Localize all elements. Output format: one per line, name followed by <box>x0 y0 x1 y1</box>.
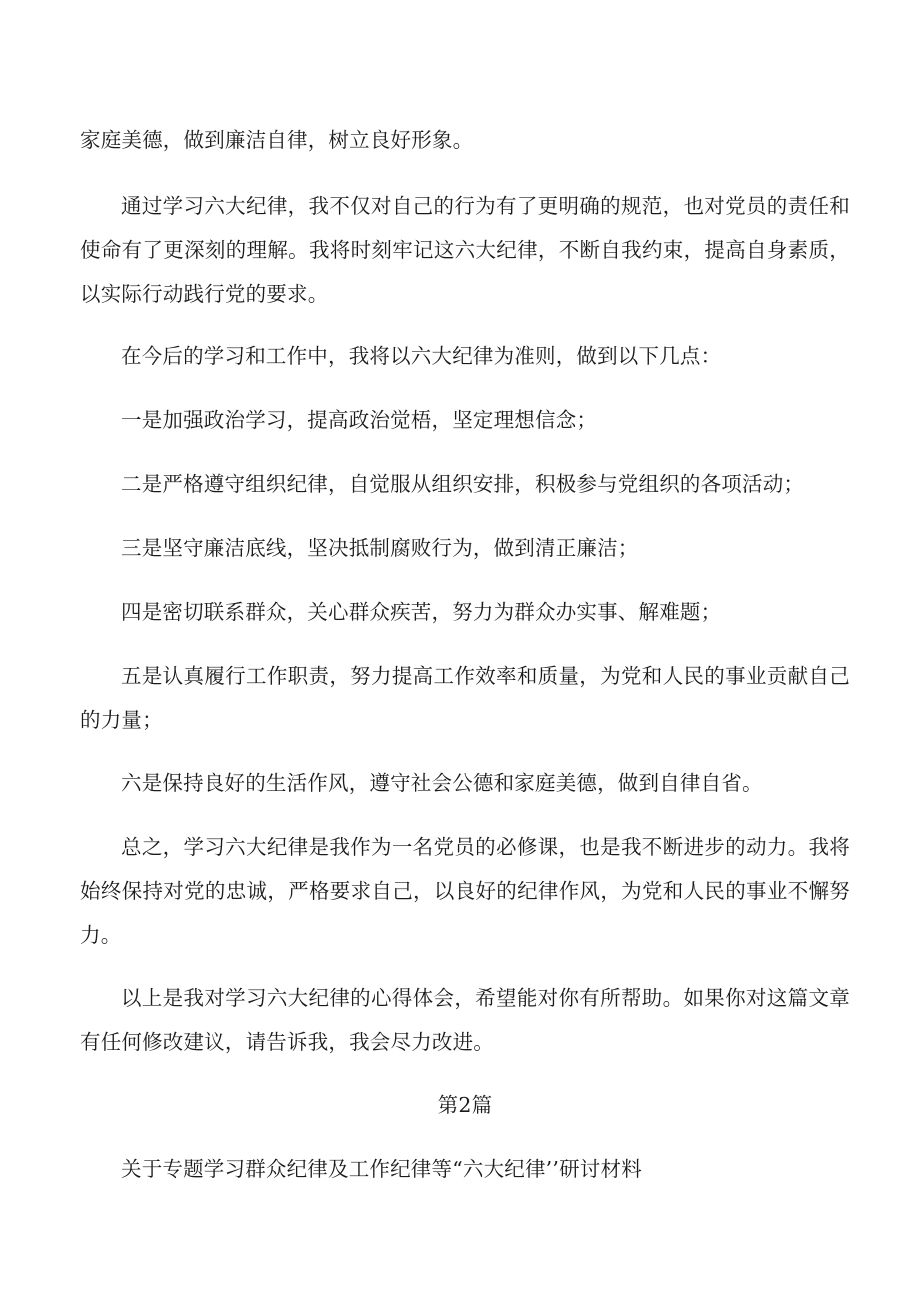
paragraph-6: 三是坚守廉洁底线，坚决抵制腐败行为，做到清正廉洁； <box>121 536 639 560</box>
paragraph-3: 在今后的学习和工作中，我将以六大纪律为准则，做到以下几点： <box>121 344 722 368</box>
article-title: 关于专题学习群众纪律及工作纪律等“六大纪律’’研讨材料 <box>121 1157 642 1181</box>
paragraph-11: 以上是我对学习六大纪律的心得体会，希望能对你有所帮助。如果你对这篇文章有任何修改建议，请告诉我，我会尽力改进。 <box>80 986 850 1054</box>
paragraph-7: 四是密切联系群众，关心群众疾苦，努力为群众办实事、解难题； <box>121 600 722 624</box>
paragraph-4: 一是加强政治学习，提高政治觉梧，坚定理想信念； <box>121 408 598 432</box>
paragraph-2: 通过学习六大纪律，我不仅对自己的行为有了更明确的规范，也对党员的责任和使命有了更深刻的理解。我将时刻牢记这六大纪律，不断自我约束，提高自身素质，以实际行动践行党的要求。 <box>80 194 850 306</box>
paragraph-8: 五是认真履行工作职责，努力提高工作效率和质量，为党和人民的事业贡献自己的力量； <box>80 664 850 732</box>
paragraph-10: 总之，学习六大纪律是我作为一名党员的必修课，也是我不断进步的动力。我将始终保持对党的忠诚，严格要求自己，以良好的纪律作风，为党和人民的事业不懈努力。 <box>80 835 850 947</box>
paragraph-9: 六是保持良好的生活作风，遵守社会公德和家庭美德，做到自律自省。 <box>121 771 763 795</box>
paragraph-1: 家庭美德，做到廉洁自律，树立良好形象。 <box>80 128 474 152</box>
paragraph-5: 二是严格遵守组织纪律，自觉服从组织安排，积极参与党组织的各项活动； <box>121 472 805 496</box>
section-heading: 第2篇 <box>437 1093 493 1117</box>
